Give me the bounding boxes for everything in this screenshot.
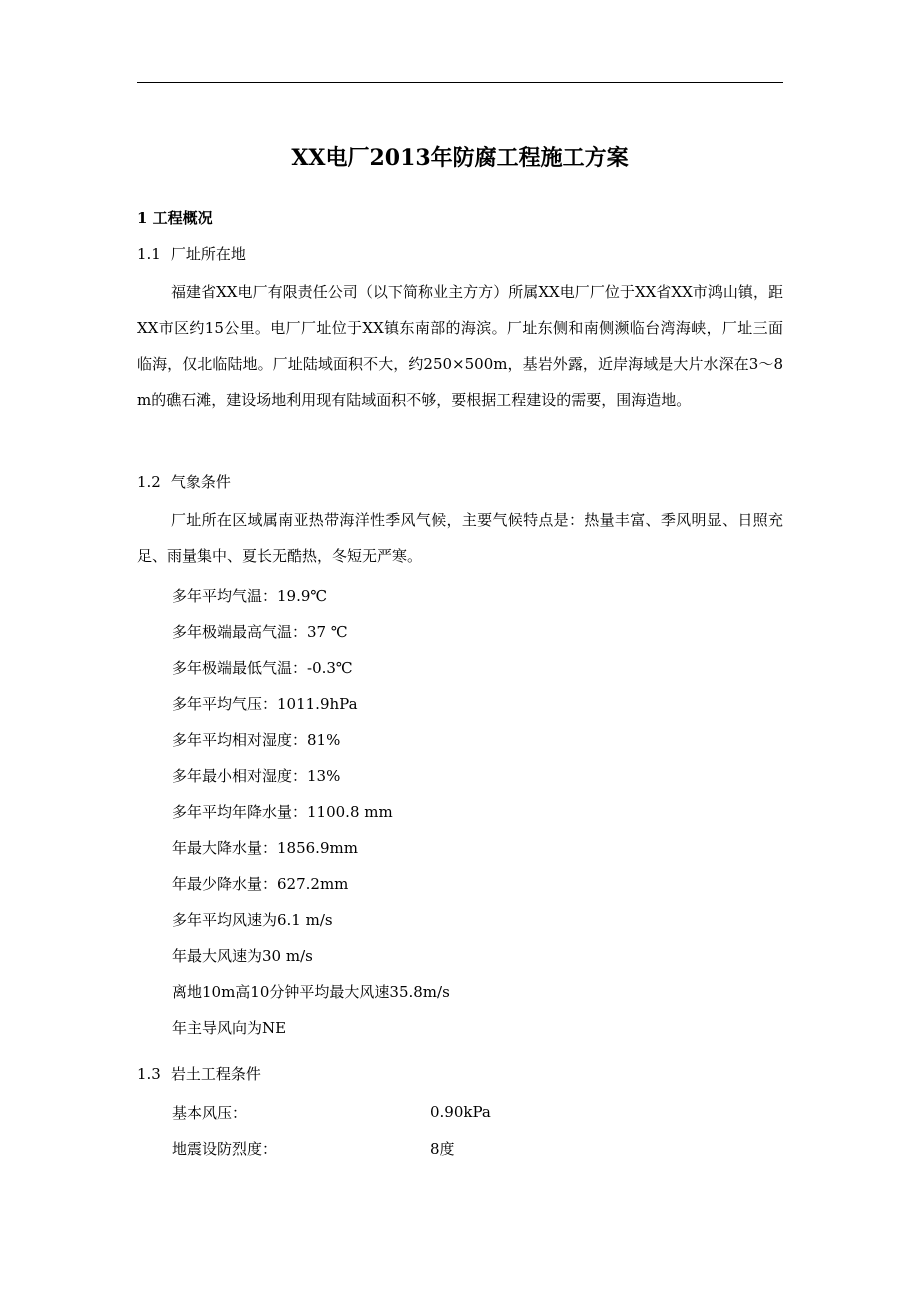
section-1-3-number: 1.3	[137, 1065, 161, 1083]
list-item: 离地10m高10分钟平均最大风速35.8m/s	[172, 983, 450, 1001]
climate-data-list	[172, 578, 450, 1046]
section-1-2-number: 1.2	[137, 473, 161, 491]
list-item: 多年平均风速为6.1 m/s	[172, 911, 333, 929]
list-item: 多年极端最高气温：37 ℃	[172, 623, 348, 641]
header-rule	[137, 82, 783, 83]
section-1-1-number: 1.1	[137, 245, 161, 263]
list-item: 年最大降水量：1856.9mm	[172, 839, 358, 857]
section-1-1-heading	[137, 242, 246, 266]
table-row	[172, 1130, 491, 1166]
list-item: 年最大风速为30 m/s	[172, 947, 313, 965]
section-1-3-title: 岩土工程条件	[170, 1065, 261, 1083]
section-1-2-heading	[137, 470, 231, 494]
section-1-2-title: 气象条件	[170, 473, 231, 491]
climate-paragraph: 厂址所在区域属南亚热带海洋性季风气候，主要气候特点是：热量丰富、季风明显、日照充足、雨量集中、夏长无酷热，冬短无严寒。	[137, 511, 783, 565]
section-1-3-heading	[137, 1062, 261, 1086]
list-item: 多年最小相对湿度：13%	[172, 767, 341, 785]
list-item: 多年平均气温：19.9℃	[172, 587, 328, 605]
document-title: XX电厂2013年防腐工程施工方案	[291, 145, 629, 171]
geotechnical-table	[172, 1094, 491, 1166]
section-1-heading: 1 工程概况	[137, 209, 213, 227]
list-item: 多年平均气压：1011.9hPa	[172, 695, 358, 713]
list-item: 年主导风向为NE	[172, 1019, 287, 1037]
row-label: 地震设防烈度：	[172, 1139, 278, 1158]
site-location-paragraph: 福建省XX电厂有限责任公司（以下简称业主方方）所属XX电厂厂位于XX省XX市鸿山镇，距XX市区约15公里。电厂厂址位于XX镇东南部的海滨。厂址东侧和南侧濒临台湾海峡，厂址三面临海，仅北临陆地。厂址陆域面积不大，约250×500m，基岩外露，近岸海域是大片水深在3～8m的礁石滩，建设场地利用现有陆域面积不够，要根据工程建设的需要，围海造地。	[137, 283, 783, 409]
section-1-1-title: 厂址所在地	[170, 245, 246, 263]
list-item: 多年平均年降水量：1100.8 mm	[172, 803, 393, 821]
table-row	[172, 1094, 491, 1130]
list-item: 多年极端最低气温：-0.3℃	[172, 659, 353, 677]
row-value: 8度	[430, 1139, 455, 1158]
row-value: 0.90kPa	[430, 1103, 491, 1121]
list-item: 多年平均相对湿度：81%	[172, 731, 341, 749]
row-label: 基本风压：	[172, 1103, 248, 1122]
list-item: 年最少降水量：627.2mm	[172, 875, 349, 893]
